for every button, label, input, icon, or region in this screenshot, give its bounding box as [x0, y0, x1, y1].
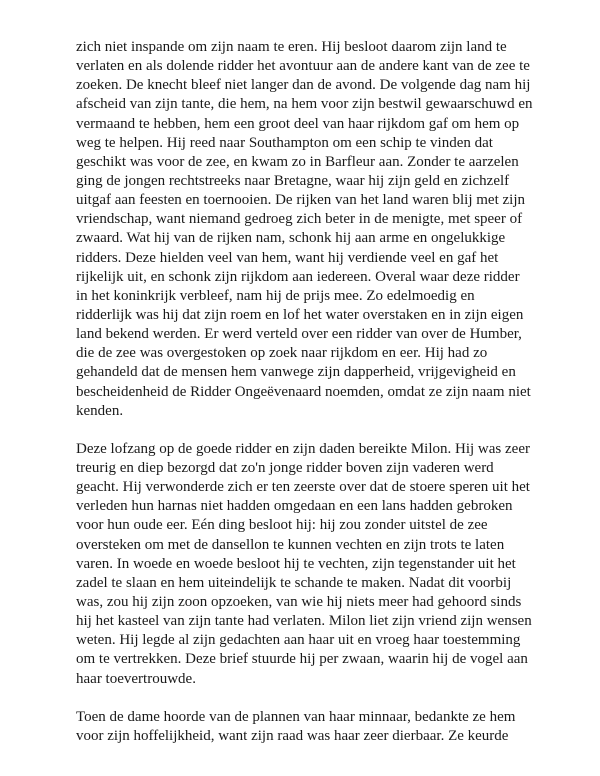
text-line: haar toevertrouwde.	[76, 670, 196, 687]
text-column	[76, 38, 536, 746]
text-line: Toen de dame hoorde van de plannen van haar minnaar, bedankte ze hem	[76, 708, 516, 725]
text-line: hij het kasteel van zijn tante had verlaten. Milon liet zijn vriend zijn wensen	[76, 613, 532, 630]
text-line: treurig en diep bezorgd dat zo'n jonge ridder boven zijn vaderen werd	[76, 459, 494, 476]
text-line: verleden hun harnas niet hadden omgedaan en een lans hadden gebroken	[76, 498, 513, 515]
text-line: vriendschap, want niemand gedroeg zich beter in de menigte, met speer of	[76, 211, 523, 228]
text-line: weg te helpen. Hij reed naar Southampton om een schip te vinden dat	[76, 134, 493, 151]
text-line: weten. Hij legde al zijn gedachten aan haar uit en vroeg haar toestemming	[76, 632, 521, 649]
text-line: kenden.	[76, 402, 124, 419]
text-line: geacht. Hij verwonderde zich er ten zeerste over dat de stoere speren uit het	[76, 479, 530, 496]
text-line: zoeken. De knecht bleef niet langer dan de avond. De volgende dag nam hij	[76, 77, 531, 94]
text-line: in het koninkrijk verbleef, nam hij de prijs mee. Zo edelmoedig en	[76, 287, 475, 304]
text-line: om te vertrekken. Deze brief stuurde hij per zwaan, waarin hij de vogel aan	[76, 651, 528, 668]
text-line: land bekend werden. Er werd verteld over een ridder van over de Humber,	[76, 326, 522, 343]
text-line: ridders. Deze hielden veel van hem, want hij verdiende veel en gaf het	[76, 249, 499, 266]
text-line: rijkelijk uit, en schonk zijn rijkdom aan iedereen. Overal waar deze ridder	[76, 268, 520, 285]
text-line: zwaard. Wat hij van de rijken nam, schonk hij aan arme en ongelukkige	[76, 230, 506, 247]
text-line: bescheidenheid de Ridder Ongeëvenaard noemden, omdat ze zijn naam niet	[76, 383, 531, 400]
text-line: die de zee was overgestoken op zoek naar rijkdom en eer. Hij had zo	[76, 345, 488, 362]
paragraph-2	[76, 440, 536, 689]
text-line: zadel te slaan en hem uiteindelijk te schande te maken. Nadat dit voorbij	[76, 574, 512, 591]
text-line: voor hun oude eer. Eén ding besloot hij: hij zou zonder uitstel de zee	[76, 517, 488, 534]
text-line: voor zijn hoffelijkheid, want zijn raad was haar zeer dierbaar. Ze keurde	[76, 727, 509, 744]
text-line: zich niet inspande om zijn naam te eren. Hij besloot daarom zijn land te	[76, 39, 507, 55]
text-line: vermaand te hebben, hem een groot deel van haar rijkdom gaf om hem op	[76, 115, 520, 132]
text-line: verlaten en als dolende ridder het avontuur aan de andere kant van de zee te	[76, 58, 530, 75]
text-line: geschikt was voor de zee, en kwam zo in Barfleur aan. Zonder te aarzelen	[76, 153, 519, 170]
paragraph-1	[76, 38, 536, 421]
text-line: uitgaf aan feesten en toernooien. De rijken van het land waren blij met zijn	[76, 192, 525, 209]
text-line: was, zou hij zijn zoon opzoeken, van wie hij niets meer had gehoord sinds	[76, 593, 522, 610]
text-line: oversteken om met de dansellon te kunnen vechten en zijn trots te laten	[76, 536, 505, 553]
paragraph-3	[76, 708, 536, 746]
text-line: ridderlijk was hij dat zijn roem en lof het water overstaken en in zijn eigen	[76, 306, 524, 323]
text-line: ging de jongen rechtstreeks naar Bretagne, waar hij zijn geld en zichzelf	[76, 172, 510, 189]
text-line: afscheid van zijn tante, die hem, na hem voor zijn bestwil gewaarschuwd en	[76, 96, 533, 113]
text-line: varen. In woede en woede besloot hij te vechten, zijn tegenstander uit het	[76, 555, 516, 572]
text-line: gehandeld dat de mensen hem vanwege zijn dapperheid, vrijgevigheid en	[76, 364, 516, 381]
text-line: Deze lofzang op de goede ridder en zijn daden bereikte Milon. Hij was zeer	[76, 440, 530, 457]
